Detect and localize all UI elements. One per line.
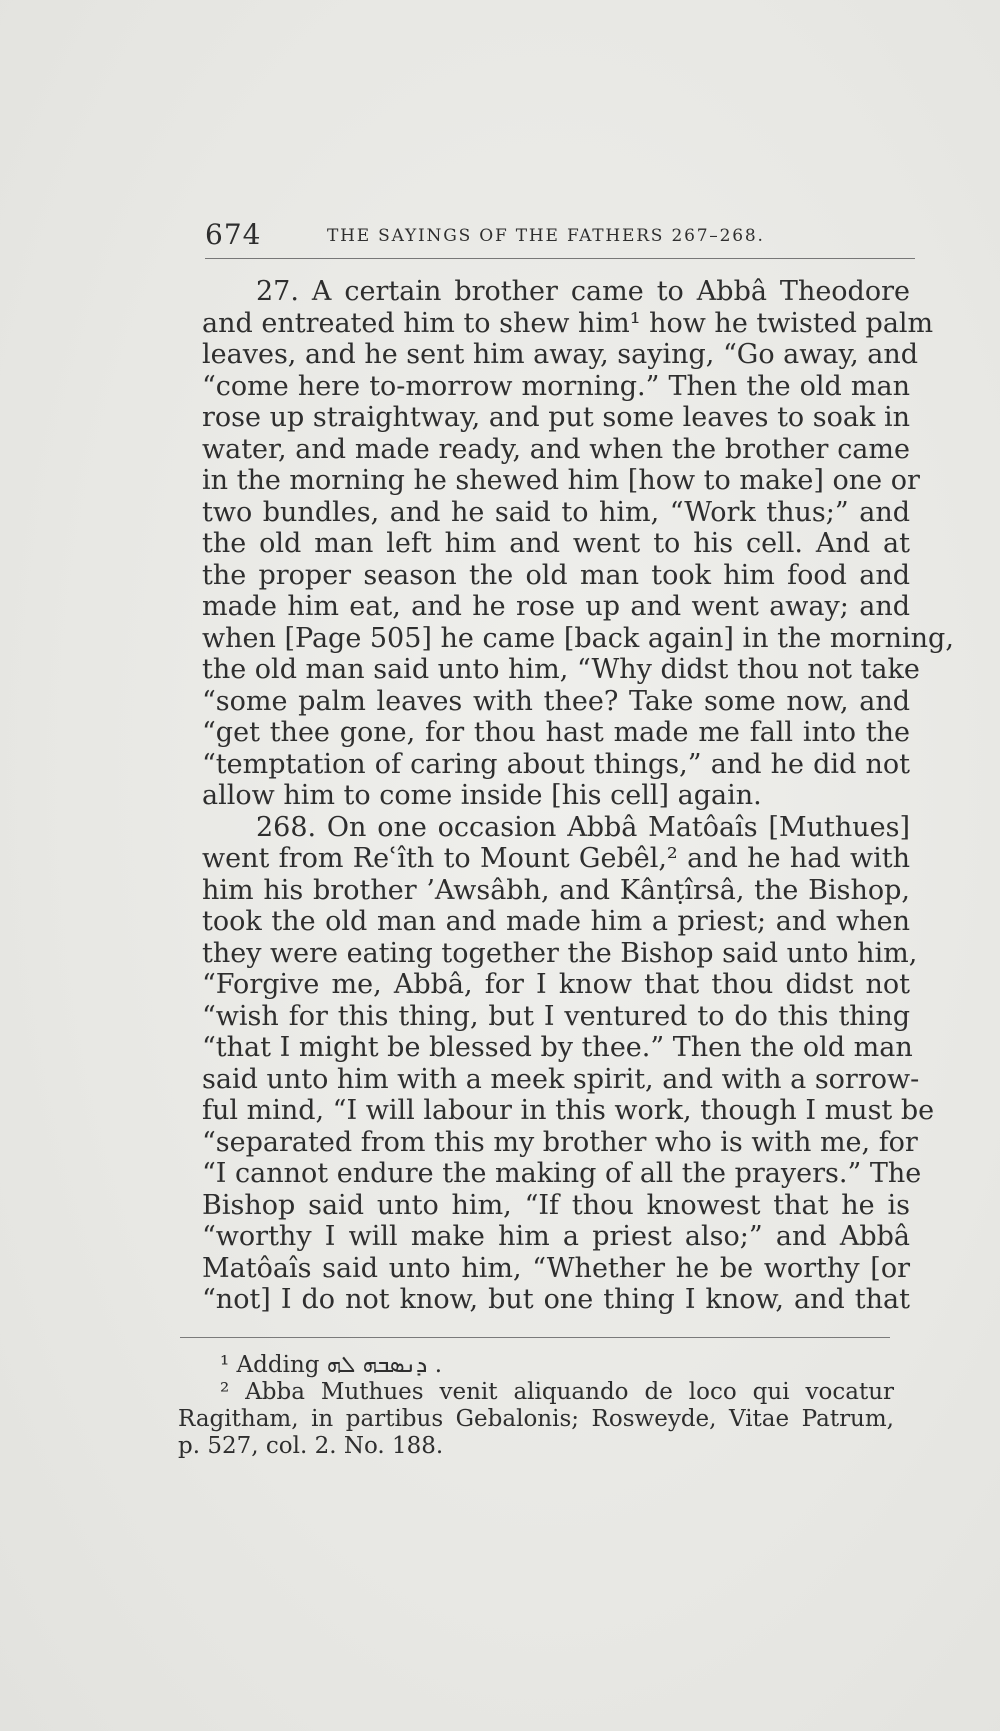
footnotes [178,1352,894,1460]
text-line: water, and made ready, and when the brother came [202,433,910,465]
text-line: “some palm leaves with thee? Take some now, and [202,685,910,717]
text-line: “that I might be blessed by thee.” Then the old man [202,1032,913,1063]
text-line: him his brother ’Awsâbh, and Kânṭîrsâ, the Bishop, [202,874,910,906]
text-line: two bundles, and he said to him, “Work thus;” and [202,496,910,528]
page-number: 674 [205,218,262,251]
footnote-rule [180,1337,890,1338]
footnote-2-cont: Ragitham, in partibus Gebalonis; Rosweyde, Vitae Patrum, [178,1406,894,1432]
footnote-1: ¹ Adding ܕܢܣܒܗ ܠܗ . [220,1352,443,1378]
text-line: “worthy I will make him a priest also;” and Abbâ [202,1221,910,1252]
text-line: “temptation of caring about things,” and he did not [202,748,910,780]
text-line: 27. A certain brother came to Abbâ Theodore [202,276,910,307]
text-line: said unto him with a meek spirit, and with a sorrow- [202,1063,920,1095]
text-line: went from Reʿîth to Mount Gebêl,² and he had with [202,843,910,874]
running-head: THE SAYINGS OF THE FATHERS 267–268. [327,226,765,246]
text-line: the proper season the old man took him food and [202,559,910,591]
text-line: “come here to-morrow morning.” Then the old man [202,370,910,402]
page-header [205,218,915,258]
text-line: allow him to come inside [his cell] again. [202,780,762,811]
footnote-2: ² Abba Muthues venit aliquando de loco qui vocatur [220,1379,894,1405]
text-line: and entreated him to shew him¹ how he twisted palm [202,307,934,339]
text-line: ful mind, “I will labour in this work, though I must be [202,1095,935,1126]
text-line: in the morning he shewed him [how to make] one or [202,465,920,496]
text-line: “wish for this thing, but I ventured to do this thing [202,1000,910,1032]
text-line: the old man said unto him, “Why didst thou not take [202,654,920,685]
text-line: took the old man and made him a priest; and when [202,906,910,937]
text-line: Matôaîs said unto him, “Whether he be worthy [or [202,1252,910,1284]
text-line: “get thee gone, for thou hast made me fall into the [202,717,910,748]
text-line: “I cannot endure the making of all the prayers.” The [202,1158,922,1189]
footnote-2-cont: p. 527, col. 2. No. 188. [178,1433,444,1459]
text-line: 268. On one occasion Abbâ Matôaîs [Muthues] [202,811,910,843]
text-line: “not] I do not know, but one thing I know, and that [202,1284,910,1315]
text-line: “separated from this my brother who is with me, for [202,1126,918,1158]
header-rule [205,258,915,259]
text-line: leaves, and he sent him away, saying, “Go away, and [202,339,919,370]
text-line: when [Page 505] he came [back again] in the morning, [202,622,954,654]
main-text [202,276,954,1316]
text-line: Bishop said unto him, “If thou knowest that he is [202,1189,910,1221]
text-line: the old man left him and went to his cell. And at [202,528,910,559]
text-line: made him eat, and he rose up and went away; and [202,591,910,622]
text-line: they were eating together the Bishop said unto him, [202,937,918,969]
text-line: rose up straightway, and put some leaves to soak in [202,402,910,433]
text-line: “Forgive me, Abbâ, for I know that thou didst not [202,969,910,1000]
